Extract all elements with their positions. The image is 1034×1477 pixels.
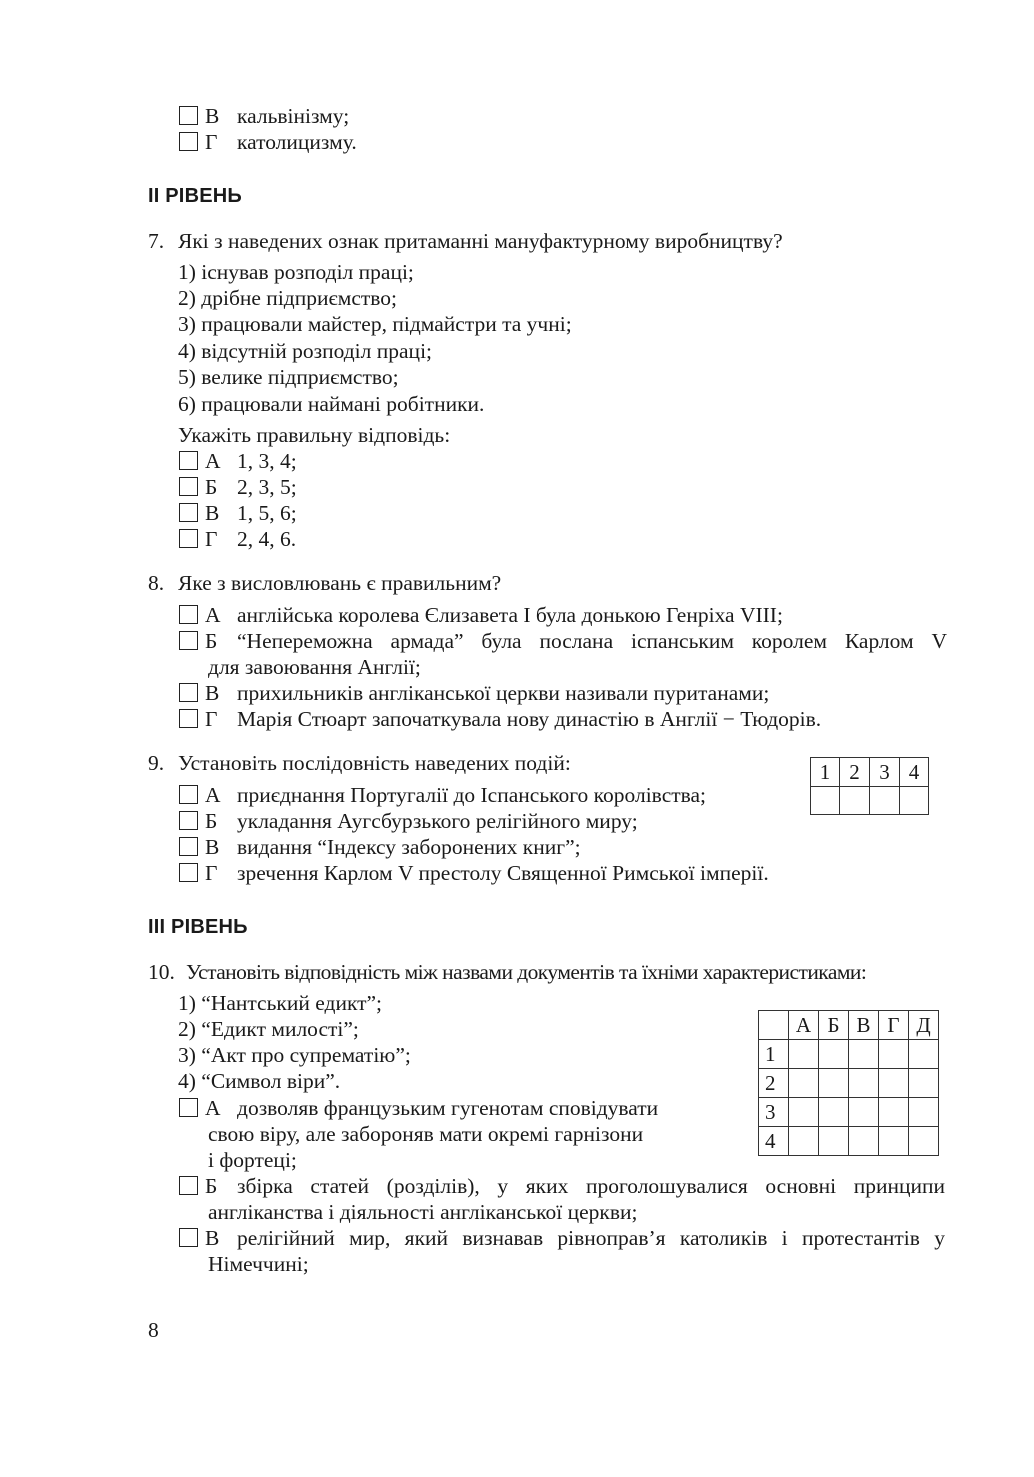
- option-text: прихильників англіканської церкви називали пуританами;: [237, 681, 770, 705]
- grid-answer-cell[interactable]: [840, 787, 870, 815]
- answer-checkbox[interactable]: [179, 451, 198, 470]
- list-item: 6) працювали наймані робітники.: [178, 392, 485, 416]
- answer-checkbox[interactable]: [179, 1176, 198, 1195]
- option-text: зречення Карлом V престолу Священної Римської імперії.: [237, 861, 769, 885]
- option-text-continued: для завоювання Англії;: [208, 655, 421, 679]
- option-text: релігійний мир, який визнавав рівноправ’я католиків і протестантів у: [237, 1226, 945, 1250]
- grid-answer-cell[interactable]: [909, 1127, 939, 1156]
- grid-answer-cell[interactable]: [909, 1098, 939, 1127]
- grid-header-cell: В: [849, 1011, 879, 1040]
- grid-header-cell: 1: [811, 758, 840, 787]
- option-letter: В: [205, 104, 220, 128]
- answer-checkbox[interactable]: [179, 837, 198, 856]
- section-heading-level-3: ІІІ РІВЕНЬ: [148, 916, 248, 938]
- option-letter: А: [205, 783, 221, 807]
- option-text: англійська королева Єлизавета І була донькою Генріха VIII;: [237, 603, 783, 627]
- option-text-continued: і фортеці;: [208, 1148, 297, 1172]
- option-letter: Б: [205, 475, 218, 499]
- sequence-answer-grid: [810, 757, 929, 815]
- grid-row-header: 4: [759, 1127, 789, 1156]
- option-text: Марія Стюарт започаткувала нову династію в Англії − Тюдорів.: [237, 707, 822, 731]
- grid-answer-cell[interactable]: [879, 1127, 909, 1156]
- grid-answer-cell[interactable]: [819, 1127, 849, 1156]
- option-text: видання “Індексу заборонених книг”;: [237, 835, 581, 859]
- option-text: “Непереможна армада” була послана іспанським королем Карлом V: [237, 629, 947, 653]
- grid-answer-cell[interactable]: [900, 787, 929, 815]
- option-text: 1, 5, 6;: [237, 501, 297, 525]
- grid-answer-cell[interactable]: [789, 1098, 819, 1127]
- answer-checkbox[interactable]: [179, 785, 198, 804]
- option-text: 1, 3, 4;: [237, 449, 297, 473]
- option-text: укладання Аугсбурзького релігійного миру;: [237, 809, 638, 833]
- answer-checkbox[interactable]: [179, 1228, 198, 1247]
- list-item: 2) “Едикт милості”;: [178, 1017, 359, 1041]
- option-letter: Б: [205, 809, 218, 833]
- option-text: дозволяв французьким гугенотам сповідувати: [237, 1096, 659, 1120]
- grid-corner-cell: [759, 1011, 789, 1040]
- question-text: Які з наведених ознак притаманні мануфактурному виробництву?: [178, 229, 783, 253]
- option-letter: В: [205, 681, 220, 705]
- answer-checkbox[interactable]: [179, 683, 198, 702]
- grid-row-header: 2: [759, 1069, 789, 1098]
- grid-answer-cell[interactable]: [819, 1098, 849, 1127]
- grid-header-cell: 4: [900, 758, 929, 787]
- grid-answer-cell[interactable]: [879, 1098, 909, 1127]
- option-letter: В: [205, 1226, 220, 1250]
- page-number: 8: [148, 1318, 159, 1342]
- grid-answer-cell[interactable]: [849, 1069, 879, 1098]
- option-letter: Г: [205, 707, 218, 731]
- option-text-continued: англіканства і діяльності англіканської церкви;: [208, 1200, 638, 1224]
- option-letter: Г: [205, 861, 218, 885]
- matching-answer-grid: [758, 1010, 939, 1156]
- grid-row-header: 3: [759, 1098, 789, 1127]
- list-item: 3) працювали майстер, підмайстри та учні;: [178, 312, 572, 336]
- option-letter: Г: [205, 527, 218, 551]
- question-number: 7.: [148, 229, 165, 253]
- grid-answer-cell[interactable]: [811, 787, 840, 815]
- list-item: 1) існував розподіл праці;: [178, 260, 414, 284]
- grid-header-cell: 2: [840, 758, 870, 787]
- answer-checkbox[interactable]: [179, 503, 198, 522]
- option-text: збірка статей (розділів), у яких проголошувалися основні принципи: [237, 1174, 945, 1198]
- option-letter: А: [205, 449, 221, 473]
- answer-checkbox[interactable]: [179, 529, 198, 548]
- grid-header-cell: А: [789, 1011, 819, 1040]
- question-text: Яке з висловлювань є правильним?: [178, 571, 502, 595]
- option-text: католицизму.: [237, 130, 357, 154]
- answer-checkbox[interactable]: [179, 709, 198, 728]
- grid-row-header: 1: [759, 1040, 789, 1069]
- answer-checkbox[interactable]: [179, 811, 198, 830]
- grid-answer-cell[interactable]: [789, 1069, 819, 1098]
- list-item: 2) дрібне підприємство;: [178, 286, 397, 310]
- option-text: приєднання Португалії до Іспанського королівства;: [237, 783, 707, 807]
- grid-header-cell: Д: [909, 1011, 939, 1040]
- section-heading-level-2: ІІ РІВЕНЬ: [148, 185, 242, 207]
- question-number: 10.: [148, 960, 175, 984]
- option-text: 2, 3, 5;: [237, 475, 297, 499]
- grid-answer-cell[interactable]: [879, 1069, 909, 1098]
- option-letter: А: [205, 1096, 221, 1120]
- grid-answer-cell[interactable]: [819, 1040, 849, 1069]
- option-letter: В: [205, 835, 220, 859]
- list-item: 1) “Нантський едикт”;: [178, 991, 383, 1015]
- option-letter: Б: [205, 1174, 218, 1198]
- grid-answer-cell[interactable]: [789, 1040, 819, 1069]
- option-text: кальвінізму;: [237, 104, 350, 128]
- question-number: 9.: [148, 751, 165, 775]
- grid-header-cell: Г: [879, 1011, 909, 1040]
- grid-answer-cell[interactable]: [870, 787, 900, 815]
- question-text: Установіть відповідність між назвами документів та їхніми характеристиками:: [186, 960, 867, 984]
- list-item: 5) велике підприємство;: [178, 365, 399, 389]
- answer-prompt: Укажіть правильну відповідь:: [178, 423, 451, 447]
- option-letter: В: [205, 501, 220, 525]
- option-letter: Г: [205, 130, 218, 154]
- option-text: 2, 4, 6.: [237, 527, 297, 551]
- answer-checkbox[interactable]: [179, 106, 198, 125]
- grid-answer-cell[interactable]: [909, 1040, 939, 1069]
- grid-answer-cell[interactable]: [879, 1040, 909, 1069]
- option-text-continued: Німеччині;: [208, 1252, 309, 1276]
- grid-header-cell: 3: [870, 758, 900, 787]
- option-text-continued: свою віру, але забороняв мати окремі гарнізони: [208, 1122, 644, 1146]
- answer-checkbox[interactable]: [179, 863, 198, 882]
- answer-checkbox[interactable]: [179, 132, 198, 151]
- grid-header-cell: Б: [819, 1011, 849, 1040]
- list-item: 3) “Акт про супрематію”;: [178, 1043, 411, 1067]
- answer-checkbox[interactable]: [179, 605, 198, 624]
- question-text: Установіть послідовність наведених подій:: [178, 751, 571, 775]
- grid-answer-cell[interactable]: [849, 1040, 879, 1069]
- answer-checkbox[interactable]: [179, 631, 198, 650]
- answer-checkbox[interactable]: [179, 1098, 198, 1117]
- grid-answer-cell[interactable]: [849, 1098, 879, 1127]
- option-letter: А: [205, 603, 221, 627]
- list-item: 4) “Символ віри”.: [178, 1069, 341, 1093]
- grid-answer-cell[interactable]: [789, 1127, 819, 1156]
- option-letter: Б: [205, 629, 218, 653]
- question-number: 8.: [148, 571, 165, 595]
- grid-answer-cell[interactable]: [819, 1069, 849, 1098]
- answer-checkbox[interactable]: [179, 477, 198, 496]
- grid-answer-cell[interactable]: [849, 1127, 879, 1156]
- grid-answer-cell[interactable]: [909, 1069, 939, 1098]
- list-item: 4) відсутній розподіл праці;: [178, 339, 433, 363]
